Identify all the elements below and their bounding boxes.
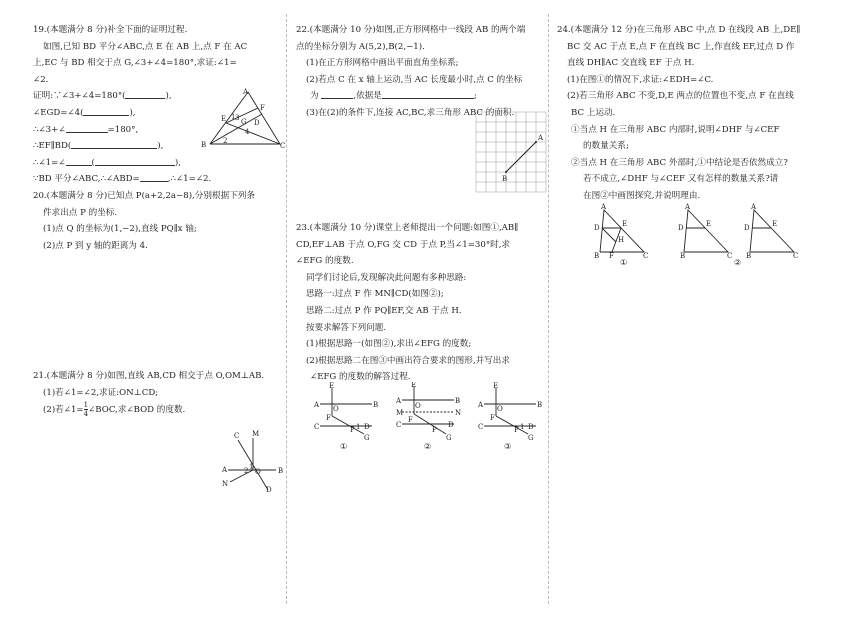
svg-text:B: B bbox=[201, 141, 207, 149]
svg-text:A: A bbox=[396, 397, 402, 405]
q23-line: ∠EFG 的度数的解答过程. bbox=[310, 372, 411, 383]
q24-line: ①当点 H 在三角形 ABC 内部时,说明∠DHF 与∠CEF bbox=[571, 124, 780, 135]
q23-line: 思路一:过点 F 作 MN∥CD(如图②); bbox=[306, 289, 444, 300]
q19-line: 上,EC 与 BD 相交于点 G,∠3+∠4=180°,求证:∠1= bbox=[33, 58, 237, 69]
svg-text:D: D bbox=[744, 224, 750, 232]
q19-proof-line: ∴EF∥BD( ), bbox=[33, 138, 283, 155]
svg-text:P: P bbox=[514, 426, 519, 434]
column-divider-left bbox=[286, 14, 287, 604]
svg-text:B: B bbox=[594, 252, 600, 258]
svg-text:E: E bbox=[622, 220, 628, 228]
q22-line: (3)在(2)的条件下,连接 AC,BC,求三角形 ABC 的面积. bbox=[306, 107, 515, 118]
svg-text:A: A bbox=[685, 203, 691, 211]
svg-text:G: G bbox=[364, 434, 370, 442]
q24-figure-2 bbox=[676, 202, 736, 258]
q21-block bbox=[33, 368, 283, 419]
svg-text:D: D bbox=[594, 224, 600, 232]
svg-text:B: B bbox=[537, 401, 543, 409]
svg-text:D: D bbox=[266, 486, 272, 494]
svg-text:E: E bbox=[493, 382, 499, 390]
q24-line: BC 上运动. bbox=[571, 107, 616, 118]
q23-figure-1 bbox=[312, 382, 378, 442]
svg-text:2: 2 bbox=[244, 467, 249, 475]
svg-text:D: D bbox=[448, 421, 454, 429]
q22-grid-figure bbox=[472, 110, 548, 196]
svg-text:O: O bbox=[415, 402, 421, 410]
svg-text:B: B bbox=[680, 252, 686, 258]
svg-text:N: N bbox=[222, 480, 229, 488]
q24-line: BC 交 AC 于点 E,点 F 在直线 BC 上,作直线 EF,过点 D 作 bbox=[567, 41, 795, 52]
q23-line: 思路二:过点 P 作 PQ∥EF,交 AB 于点 H. bbox=[306, 305, 462, 316]
q24-line: (2)若三角形 ABC 不变,D,E 两点的位置也不变,点 F 在直线 bbox=[567, 91, 794, 102]
svg-text:B: B bbox=[455, 397, 461, 405]
q20-title: 20.(本题满分 8 分)已知点 P(a+2,2a−8),分别根据下列条 bbox=[33, 190, 255, 201]
svg-text:A: A bbox=[478, 401, 484, 409]
q19-proof-line: ∵BD 平分∠ABC,∴∠ABD= ,∴∠1=∠2. bbox=[33, 171, 283, 188]
q23-block bbox=[296, 220, 546, 386]
q21-figure bbox=[218, 428, 288, 494]
svg-text:3: 3 bbox=[235, 114, 240, 122]
svg-text:B: B bbox=[278, 467, 284, 475]
q21-line: (1)若∠1=∠2,求证:ON⊥CD; bbox=[43, 387, 159, 398]
svg-text:4: 4 bbox=[245, 128, 250, 136]
svg-text:E: E bbox=[706, 220, 712, 228]
svg-text:G: G bbox=[528, 434, 534, 442]
svg-text:M: M bbox=[252, 430, 260, 438]
svg-text:E: E bbox=[329, 382, 335, 390]
q24-line: ②当点 H 在三角形 ABC 外部时,①中结论是否依然成立? bbox=[571, 157, 788, 168]
q22-line: (2)若点 C 在 x 轴上运动,当 AC 长度最小时,点 C 的坐标 bbox=[306, 74, 523, 85]
q24-line: 直线 DH∥AC 交直线 EF 于点 H. bbox=[567, 58, 695, 69]
svg-text:M: M bbox=[396, 409, 404, 417]
q24-figure-3 bbox=[742, 202, 802, 258]
q19-proof-line: ∴∠3+∠ =180°, bbox=[33, 122, 283, 139]
svg-text:O: O bbox=[333, 405, 339, 413]
column-divider-right bbox=[548, 14, 549, 604]
svg-text:D: D bbox=[254, 119, 260, 127]
svg-text:O: O bbox=[255, 468, 261, 476]
svg-text:D: D bbox=[528, 423, 534, 431]
q19-line: 如图,已知 BD 平分∠ABC,点 E 在 AB 上,点 F 在 AC bbox=[43, 41, 248, 52]
svg-text:G: G bbox=[446, 434, 452, 442]
svg-text:E: E bbox=[221, 115, 227, 123]
q24-figure-1-label: ① bbox=[620, 258, 628, 267]
svg-text:A: A bbox=[538, 134, 544, 142]
q19-line: ∠2. bbox=[33, 74, 49, 85]
q24-line: 若不成立,∠DHF 与∠CEF 又有怎样的数量关系?请 bbox=[583, 174, 779, 185]
svg-text:C: C bbox=[314, 423, 320, 431]
svg-text:A: A bbox=[243, 88, 249, 96]
q24-line: 在图②中画图探究,并说明理由. bbox=[583, 190, 701, 201]
svg-text:F: F bbox=[408, 416, 413, 424]
q19-title: 19.(本题满分 8 分)补全下面的证明过程. bbox=[33, 25, 188, 35]
q24-line: 的数量关系; bbox=[583, 141, 629, 152]
svg-text:1: 1 bbox=[231, 113, 236, 121]
svg-text:A: A bbox=[751, 203, 757, 211]
svg-text:1: 1 bbox=[520, 423, 525, 431]
svg-text:B: B bbox=[746, 252, 752, 258]
svg-text:C: C bbox=[793, 252, 799, 258]
q23-line: 按要求解答下列问题. bbox=[306, 322, 387, 333]
fraction-one-quarter: $\frac{1}{4}$ bbox=[83, 401, 89, 419]
svg-text:F: F bbox=[326, 414, 331, 422]
svg-text:E: E bbox=[411, 382, 417, 389]
svg-text:C: C bbox=[396, 421, 402, 429]
q23-line: (2)根据思路二在图③中画出符合要求的图形,并写出求 bbox=[306, 355, 510, 366]
q24-title: 24.(本题满分 12 分)在三角形 ABC 中,点 D 在线段 AB 上,DE∥ bbox=[557, 25, 801, 35]
svg-text:2: 2 bbox=[223, 137, 228, 145]
svg-text:B: B bbox=[502, 175, 508, 183]
q21-line: (2)若∠1= $\frac{1}{4}$ ∠BOC,求∠BOD 的度数. bbox=[43, 401, 186, 419]
svg-text:C: C bbox=[643, 252, 649, 258]
svg-text:A: A bbox=[601, 203, 607, 211]
q23-figure-3-label: ③ bbox=[504, 442, 512, 451]
q23-figure-2 bbox=[394, 382, 464, 442]
svg-text:D: D bbox=[364, 423, 370, 431]
q20-line: (2)点 P 到 y 轴的距离为 4. bbox=[43, 240, 148, 251]
column-right bbox=[557, 22, 857, 205]
q21-title: 21.(本题满分 8 分)如图,直线 AB,CD 相交于点 O,OM⊥AB. bbox=[33, 371, 265, 381]
q20-line: (1)点 Q 的坐标为(1,−2),直线 PQ∥x 轴; bbox=[43, 224, 197, 235]
svg-text:1: 1 bbox=[249, 463, 254, 471]
q19-proof-line: 证明:∵∠3+∠4=180°( ), bbox=[33, 88, 283, 105]
q23-figure-3 bbox=[476, 382, 546, 442]
q24-figure-1 bbox=[590, 202, 650, 258]
svg-text:C: C bbox=[234, 432, 240, 440]
svg-text:F: F bbox=[609, 252, 614, 258]
q23-figure-2-label: ② bbox=[424, 442, 432, 451]
q19-proof-line: ∴∠1=∠ ( ), bbox=[33, 155, 283, 172]
svg-text:D: D bbox=[678, 224, 684, 232]
svg-text:A: A bbox=[222, 466, 228, 474]
svg-text:E: E bbox=[772, 220, 778, 228]
q24-line: (1)在图①的情况下,求证:∠EDH=∠C. bbox=[567, 74, 714, 85]
svg-text:1: 1 bbox=[356, 423, 361, 431]
q23-title: 23.(本题满分 10 分)课堂上老师提出一个问题:如图①,AB∥ bbox=[296, 223, 519, 233]
svg-text:N: N bbox=[455, 409, 462, 417]
q24-figure-2-label: ② bbox=[734, 258, 742, 267]
q23-line: 同学们讨论后,发现解决此问题有多种思路: bbox=[306, 272, 467, 283]
svg-text:F: F bbox=[260, 104, 265, 112]
q19-figure bbox=[198, 86, 286, 152]
svg-text:B: B bbox=[373, 401, 378, 409]
q22-line: 点的坐标分别为 A(5,2),B(2,−1). bbox=[296, 41, 425, 52]
svg-text:A: A bbox=[314, 401, 320, 409]
q22-line: 为 ,依据是 ; bbox=[296, 88, 546, 105]
svg-text:C: C bbox=[727, 252, 733, 258]
q22-line: (1)在正方形网格中画出平面直角坐标系; bbox=[306, 58, 459, 69]
q19-proof-line: ∠EGD=∠4( ), bbox=[33, 105, 283, 122]
q23-line: CD,EF⊥AB 于点 O,FG 交 CD 于点 P,当∠1=30°时,求 bbox=[296, 239, 511, 250]
svg-text:P: P bbox=[432, 426, 437, 434]
svg-text:H: H bbox=[618, 236, 625, 244]
svg-text:F: F bbox=[490, 414, 495, 422]
q23-line: (1)根据思路一(如图②),求出∠EFG 的度数; bbox=[306, 339, 472, 350]
column-middle bbox=[296, 22, 546, 122]
q20-line: 件求出点 P 的坐标. bbox=[43, 207, 118, 218]
svg-text:C: C bbox=[478, 423, 484, 431]
svg-text:G: G bbox=[241, 118, 247, 126]
svg-text:C: C bbox=[280, 142, 286, 150]
svg-text:P: P bbox=[350, 426, 355, 434]
q23-line: ∠EFG 的度数. bbox=[296, 256, 354, 267]
q22-title: 22.(本题满分 10 分)如图,正方形网格中一线段 AB 的两个端 bbox=[296, 25, 526, 35]
svg-text:O: O bbox=[497, 405, 503, 413]
q23-figure-1-label: ① bbox=[340, 442, 348, 451]
